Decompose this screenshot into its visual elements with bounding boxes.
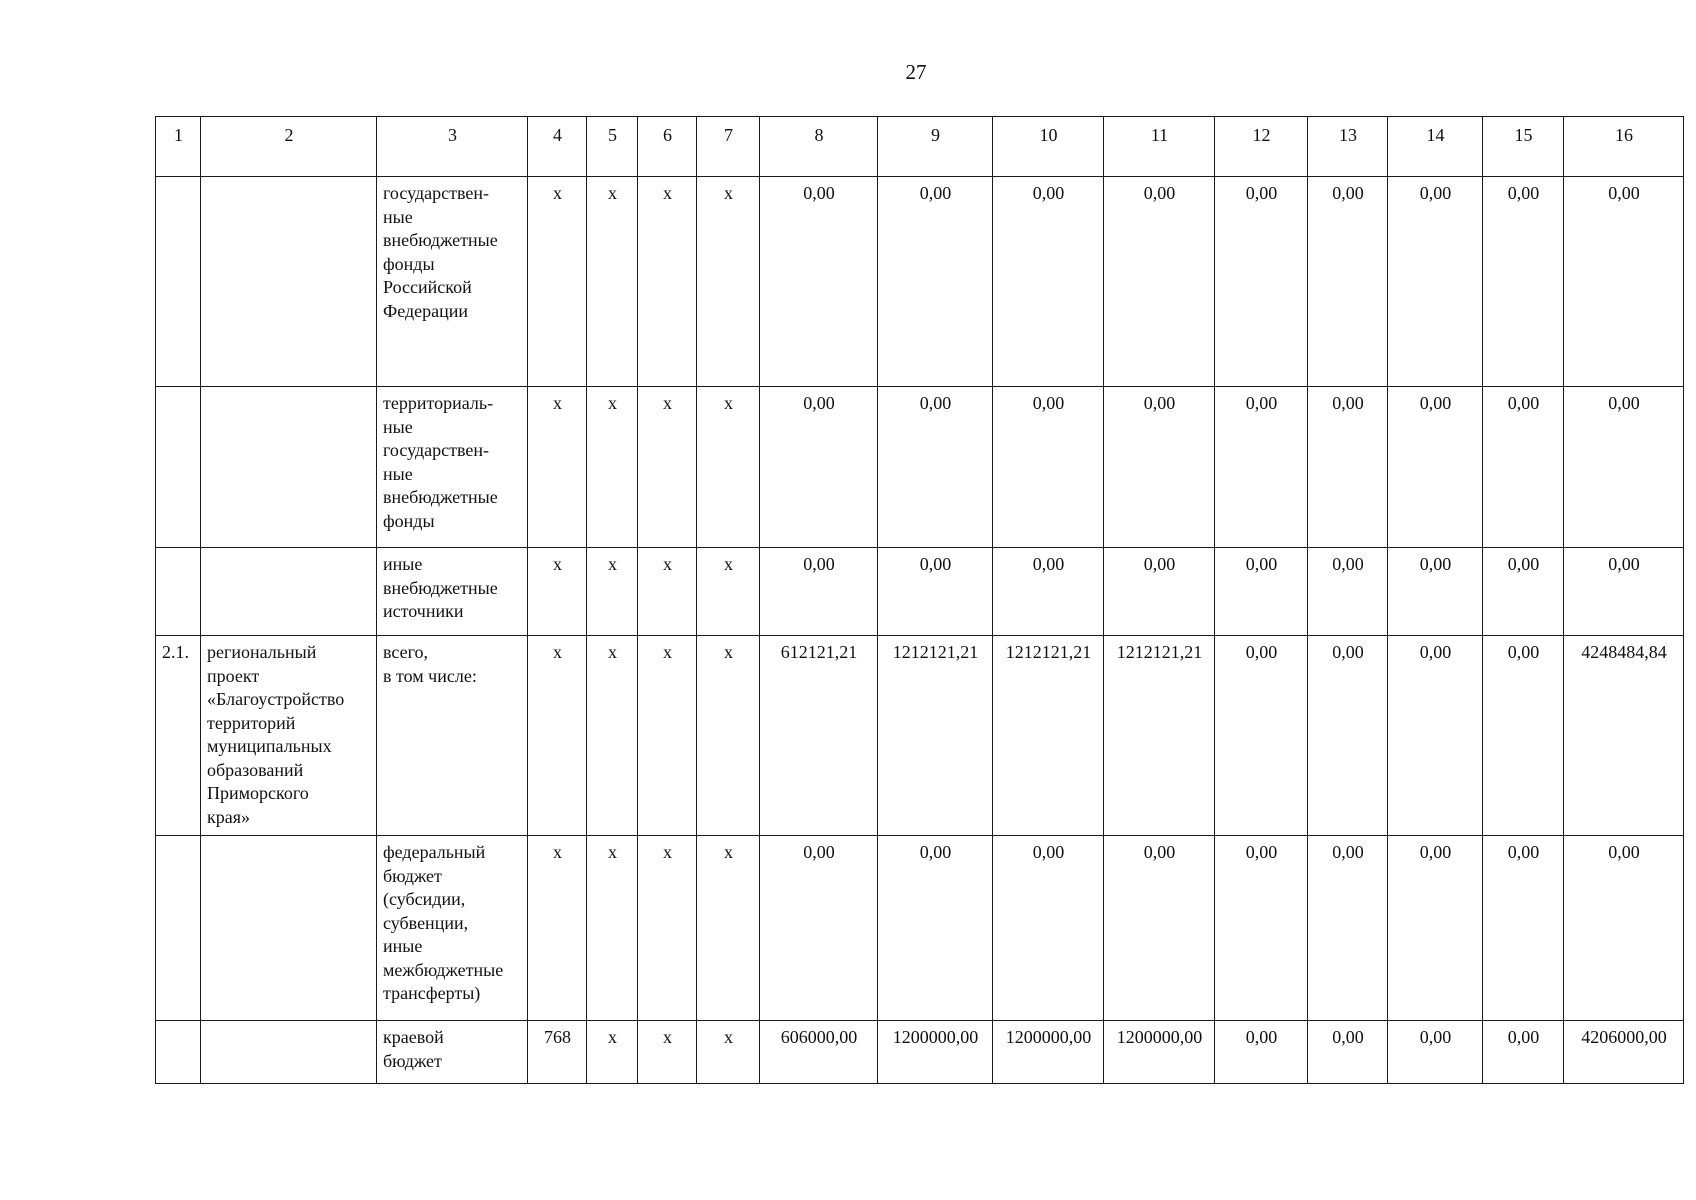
value-cell: 0,00 bbox=[1483, 836, 1564, 1021]
item-name-cell bbox=[201, 387, 377, 548]
header-cell: 1 bbox=[156, 117, 201, 177]
value-cell: 0,00 bbox=[1308, 836, 1388, 1021]
item-name-cell bbox=[201, 548, 377, 636]
code-cell: х bbox=[587, 836, 638, 1021]
page-number: 27 bbox=[905, 60, 927, 84]
value-cell: 0,00 bbox=[1104, 387, 1215, 548]
value-cell: 0,00 bbox=[993, 548, 1104, 636]
value-cell: 0,00 bbox=[1104, 177, 1215, 387]
code-cell: х bbox=[587, 177, 638, 387]
code-cell: х bbox=[697, 548, 760, 636]
code-cell: х bbox=[587, 1021, 638, 1084]
code-cell: х bbox=[587, 548, 638, 636]
funding-source-cell: всего, в том числе: bbox=[377, 636, 528, 836]
value-cell: 0,00 bbox=[1308, 177, 1388, 387]
header-cell: 15 bbox=[1483, 117, 1564, 177]
value-cell: 0,00 bbox=[1388, 636, 1483, 836]
code-cell: 768 bbox=[528, 1021, 587, 1084]
code-cell: х bbox=[528, 177, 587, 387]
value-cell: 0,00 bbox=[1308, 636, 1388, 836]
value-cell: 1212121,21 bbox=[878, 636, 993, 836]
value-cell: 0,00 bbox=[1564, 387, 1684, 548]
value-cell: 0,00 bbox=[1388, 387, 1483, 548]
code-cell: х bbox=[638, 387, 697, 548]
value-cell: 0,00 bbox=[1388, 548, 1483, 636]
funding-source-cell: иные внебюджетные источники bbox=[377, 548, 528, 636]
value-cell: 0,00 bbox=[1483, 548, 1564, 636]
code-cell: х bbox=[638, 836, 697, 1021]
row-index-cell bbox=[156, 836, 201, 1021]
table-row bbox=[156, 548, 1684, 636]
table-row bbox=[156, 636, 1684, 836]
code-cell: х bbox=[638, 177, 697, 387]
value-cell: 0,00 bbox=[993, 836, 1104, 1021]
funding-source-cell: государствен- ные внебюджетные фонды Российской Федерации bbox=[377, 177, 528, 387]
header-cell: 2 bbox=[201, 117, 377, 177]
funding-source-cell: территориаль- ные государствен- ные внебюджетные фонды bbox=[377, 387, 528, 548]
value-cell: 1212121,21 bbox=[1104, 636, 1215, 836]
value-cell: 0,00 bbox=[1215, 548, 1308, 636]
value-cell: 0,00 bbox=[1483, 387, 1564, 548]
table-row bbox=[156, 387, 1684, 548]
value-cell: 0,00 bbox=[1388, 836, 1483, 1021]
header-cell: 16 bbox=[1564, 117, 1684, 177]
value-cell: 612121,21 bbox=[760, 636, 878, 836]
value-cell: 0,00 bbox=[760, 387, 878, 548]
value-cell: 0,00 bbox=[1104, 836, 1215, 1021]
value-cell: 0,00 bbox=[1564, 836, 1684, 1021]
code-cell: х bbox=[528, 836, 587, 1021]
value-cell: 1212121,21 bbox=[993, 636, 1104, 836]
value-cell: 0,00 bbox=[1308, 548, 1388, 636]
table-row bbox=[156, 177, 1684, 387]
code-cell: х bbox=[697, 387, 760, 548]
value-cell: 0,00 bbox=[1483, 177, 1564, 387]
code-cell: х bbox=[697, 636, 760, 836]
header-cell: 11 bbox=[1104, 117, 1215, 177]
value-cell: 0,00 bbox=[1564, 548, 1684, 636]
item-name-cell bbox=[201, 177, 377, 387]
funding-source-cell: федеральный бюджет (субсидии, субвенции, иные межбюджетные трансферты) bbox=[377, 836, 528, 1021]
header-cell: 7 bbox=[697, 117, 760, 177]
header-cell: 10 bbox=[993, 117, 1104, 177]
funding-source-cell: краевой бюджет bbox=[377, 1021, 528, 1084]
value-cell: 0,00 bbox=[993, 387, 1104, 548]
row-index-cell bbox=[156, 1021, 201, 1084]
code-cell: х bbox=[697, 177, 760, 387]
header-cell: 9 bbox=[878, 117, 993, 177]
code-cell: х bbox=[697, 1021, 760, 1084]
item-name-cell: региональный проект «Благоустройство территорий муниципальных образований Приморского края» bbox=[201, 636, 377, 836]
value-cell: 4248484,84 bbox=[1564, 636, 1684, 836]
table-row bbox=[156, 836, 1684, 1021]
value-cell: 1200000,00 bbox=[1104, 1021, 1215, 1084]
value-cell: 0,00 bbox=[878, 548, 993, 636]
item-name-cell bbox=[201, 836, 377, 1021]
code-cell: х bbox=[638, 1021, 697, 1084]
table-body bbox=[156, 177, 1684, 1084]
value-cell: 0,00 bbox=[1215, 636, 1308, 836]
value-cell: 0,00 bbox=[760, 177, 878, 387]
value-cell: 0,00 bbox=[878, 387, 993, 548]
row-index-cell bbox=[156, 387, 201, 548]
value-cell: 0,00 bbox=[1308, 1021, 1388, 1084]
header-cell: 13 bbox=[1308, 117, 1388, 177]
header-cell: 6 bbox=[638, 117, 697, 177]
header-cell: 3 bbox=[377, 117, 528, 177]
code-cell: х bbox=[587, 636, 638, 836]
code-cell: х bbox=[528, 636, 587, 836]
value-cell: 0,00 bbox=[1388, 1021, 1483, 1084]
value-cell: 0,00 bbox=[1215, 1021, 1308, 1084]
value-cell: 0,00 bbox=[1388, 177, 1483, 387]
value-cell: 0,00 bbox=[1104, 548, 1215, 636]
row-index-cell: 2.1. bbox=[156, 636, 201, 836]
code-cell: х bbox=[697, 836, 760, 1021]
row-index-cell bbox=[156, 548, 201, 636]
header-cell: 5 bbox=[587, 117, 638, 177]
value-cell: 0,00 bbox=[1215, 836, 1308, 1021]
header-cell: 8 bbox=[760, 117, 878, 177]
code-cell: х bbox=[528, 548, 587, 636]
value-cell: 0,00 bbox=[993, 177, 1104, 387]
value-cell: 1200000,00 bbox=[878, 1021, 993, 1084]
header-cell: 4 bbox=[528, 117, 587, 177]
table-row bbox=[156, 1021, 1684, 1084]
code-cell: х bbox=[587, 387, 638, 548]
value-cell: 0,00 bbox=[760, 548, 878, 636]
value-cell: 0,00 bbox=[1483, 1021, 1564, 1084]
table-header-row bbox=[156, 117, 1684, 177]
value-cell: 606000,00 bbox=[760, 1021, 878, 1084]
value-cell: 0,00 bbox=[1308, 387, 1388, 548]
code-cell: х bbox=[638, 636, 697, 836]
value-cell: 0,00 bbox=[760, 836, 878, 1021]
value-cell: 0,00 bbox=[1564, 177, 1684, 387]
value-cell: 0,00 bbox=[878, 177, 993, 387]
code-cell: х bbox=[638, 548, 697, 636]
value-cell: 4206000,00 bbox=[1564, 1021, 1684, 1084]
header-cell: 14 bbox=[1388, 117, 1483, 177]
header-cell: 12 bbox=[1215, 117, 1308, 177]
value-cell: 1200000,00 bbox=[993, 1021, 1104, 1084]
code-cell: х bbox=[528, 387, 587, 548]
value-cell: 0,00 bbox=[1215, 387, 1308, 548]
value-cell: 0,00 bbox=[1483, 636, 1564, 836]
value-cell: 0,00 bbox=[1215, 177, 1308, 387]
item-name-cell bbox=[201, 1021, 377, 1084]
budget-table bbox=[155, 116, 1684, 1084]
value-cell: 0,00 bbox=[878, 836, 993, 1021]
row-index-cell bbox=[156, 177, 201, 387]
